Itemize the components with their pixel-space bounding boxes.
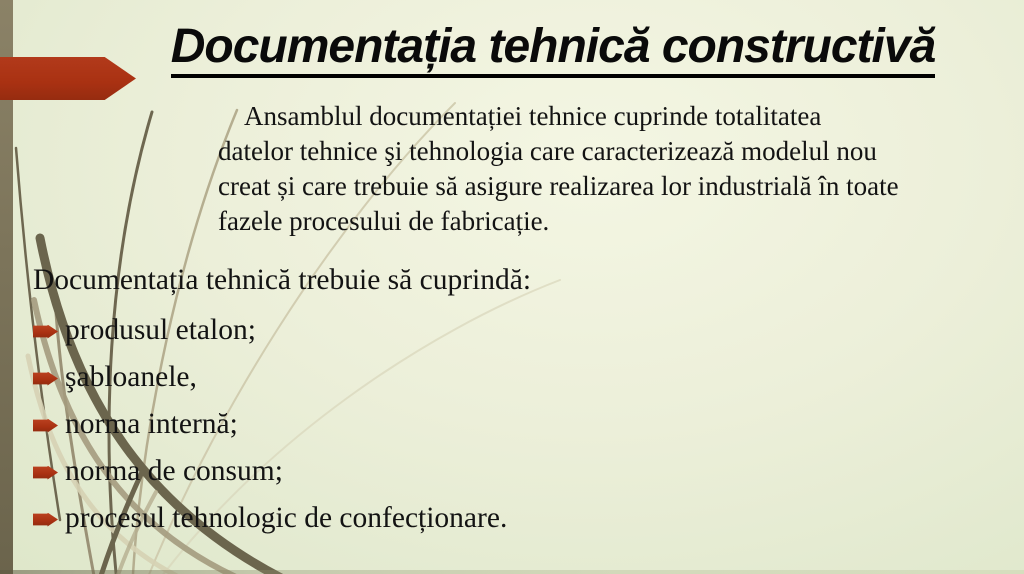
intro-paragraph (218, 99, 1014, 239)
list-item (33, 495, 507, 542)
intro-line: datelor tehnice şi tehnologia care caracterizează modelul nou (218, 136, 877, 166)
bullet-arrow-icon (33, 466, 58, 480)
list-item (33, 401, 507, 448)
bullet-arrow-icon (33, 325, 58, 339)
bullet-arrow-icon (33, 372, 58, 386)
list-item-label: procesul tehnologic de confecționare. (65, 502, 508, 534)
list-heading: Documentația tehnică trebuie să cuprindă: (33, 264, 532, 296)
intro-line: creat și care trebuie să asigure realizarea lor industrială în toate (218, 171, 899, 201)
bottom-edge-decoration (0, 570, 1024, 574)
page-title (130, 22, 976, 72)
list-item-label: norma de consum; (65, 455, 283, 487)
list-item (33, 354, 507, 401)
bullet-list (33, 307, 507, 542)
intro-line: fazele procesului de fabricație. (218, 206, 550, 236)
list-item-label: produsul etalon; (65, 314, 256, 346)
list-item-label: şabloanele, (65, 361, 197, 393)
list-item (33, 448, 507, 495)
intro-line: Ansamblul documentației tehnice cuprinde totalitatea (244, 101, 822, 131)
list-item (33, 307, 507, 354)
list-item-label: norma internă; (65, 408, 238, 440)
page-title-text: Documentația tehnică constructivă (171, 20, 936, 78)
bullet-arrow-icon (33, 419, 58, 433)
bullet-arrow-icon (33, 513, 58, 527)
